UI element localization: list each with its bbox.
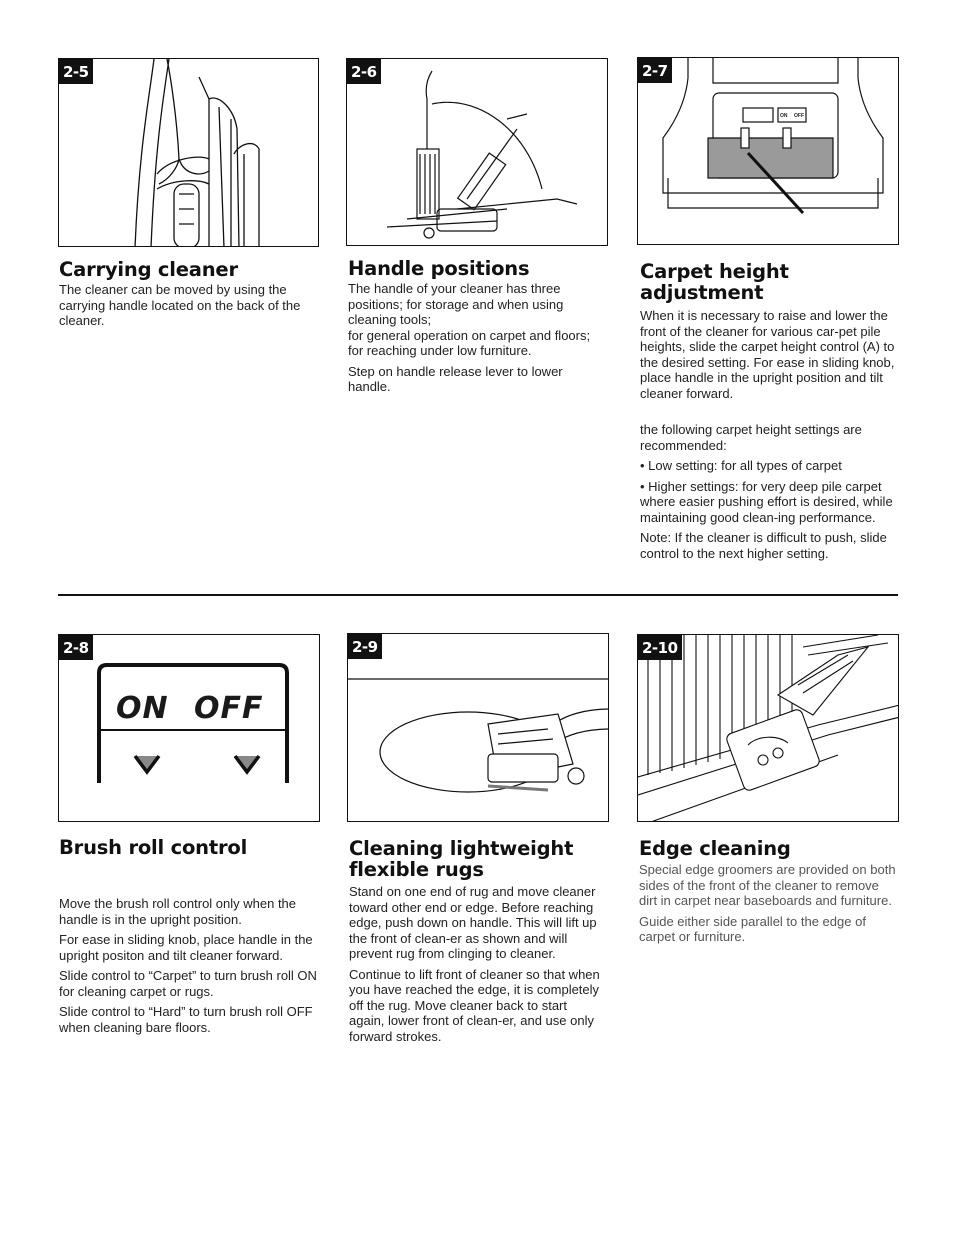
paragraph: Move the brush roll control only when the handle is in the upright position.: [59, 896, 297, 927]
carpet-height-control-illustration: [638, 58, 899, 245]
figure-label: 2-10: [638, 635, 682, 660]
paragraph: Stand on one end of rug and move cleaner toward other end or edge. Before reaching edge, push down on handle. This will lift up the front of clean-er as shown and will prevent rug from clinging to cleaner.: [349, 884, 597, 961]
section-title: Carpet height adjustment: [640, 260, 789, 304]
paragraph: The handle of your cleaner has three positions; for storage and when using cleaning tools;: [348, 281, 564, 327]
brush-roll-section: [59, 837, 317, 1040]
carrying-cleaner-section: [59, 259, 317, 334]
paragraph: the following carpet height settings are recommended:: [640, 422, 862, 453]
figure-2-7: [637, 57, 899, 245]
paragraph: Slide control to “Hard” to turn brush roll OFF when cleaning bare floors.: [59, 1004, 313, 1035]
paragraph: For ease in sliding knob, place handle in the upright positon and tilt cleaner forward.: [59, 932, 313, 963]
figure-2-10: [637, 634, 899, 822]
off-label: OFF: [194, 691, 264, 726]
figure-label: 2-5: [59, 59, 93, 84]
figure-label: 2-9: [348, 634, 382, 659]
paragraph: Step on handle release lever to lower handle.: [348, 363, 563, 394]
brush-roll-switch-illustration: [59, 635, 320, 822]
rug-cleaning-illustration: [348, 634, 609, 822]
paragraph: Continue to lift front of cleaner so that when you have reached the edge, it is completely off the rug. Move cleaner back to start again, lower front of clean-er, and use only forward strokes.: [349, 966, 600, 1044]
edge-cleaning-section: [639, 838, 897, 950]
bullet-item: • Low setting: for all types of carpet: [640, 458, 842, 473]
handle-positions-illustration: [347, 59, 608, 246]
figure-label: 2-6: [347, 59, 381, 84]
paragraph: The cleaner can be moved by using the carrying handle located on the back of the cleaner.: [59, 282, 301, 328]
paragraph: Guide either side parallel to the edge of carpet or furniture.: [639, 913, 866, 944]
on-label: ON: [116, 691, 169, 726]
bullet-item: • Higher settings: for very deep pile carpet where easier pushing effort is desired, while maintaining good clean-ing performance.: [640, 478, 893, 525]
figure-label: 2-7: [638, 58, 672, 83]
switch-on-label: ON: [780, 113, 788, 119]
section-title: Edge cleaning: [639, 837, 791, 860]
handle-positions-section: [348, 258, 606, 400]
paragraph: Slide control to “Carpet” to turn brush roll ON for cleaning carpet or rugs.: [59, 968, 317, 999]
paragraph: for general operation on carpet and floors; for reaching under low furniture.: [348, 327, 591, 358]
section-title: Brush roll control: [59, 836, 248, 859]
carrying-handle-illustration: [59, 59, 319, 247]
section-divider: [58, 594, 898, 596]
paragraph: When it is necessary to raise and lower the front of the cleaner for various car-pet pile heights, slide the carpet height control (A) to the desired setting. For ease in sliding knob, place handle in the upright position and tilt cleaner forward.: [640, 308, 895, 401]
figure-label: 2-8: [59, 635, 93, 660]
carpet-height-section: [640, 261, 898, 566]
figure-2-8: [58, 634, 320, 822]
figure-2-9: [347, 633, 609, 822]
figure-2-6: [346, 58, 608, 246]
note-paragraph: Note: If the cleaner is difficult to push, slide control to the next higher setting.: [640, 530, 887, 561]
section-title: Cleaning lightweight flexible rugs: [349, 837, 574, 881]
switch-off-label: OFF: [794, 113, 804, 119]
edge-cleaning-illustration: [638, 635, 899, 822]
figure-2-5: [58, 58, 319, 247]
flexible-rugs-section: [349, 838, 605, 1049]
paragraph: Special edge groomers are provided on both sides of the front of the cleaner to remove dirt in carpet near baseboards and furniture.: [639, 862, 896, 908]
section-title: Handle positions: [348, 257, 530, 280]
section-title: Carrying cleaner: [59, 258, 238, 281]
